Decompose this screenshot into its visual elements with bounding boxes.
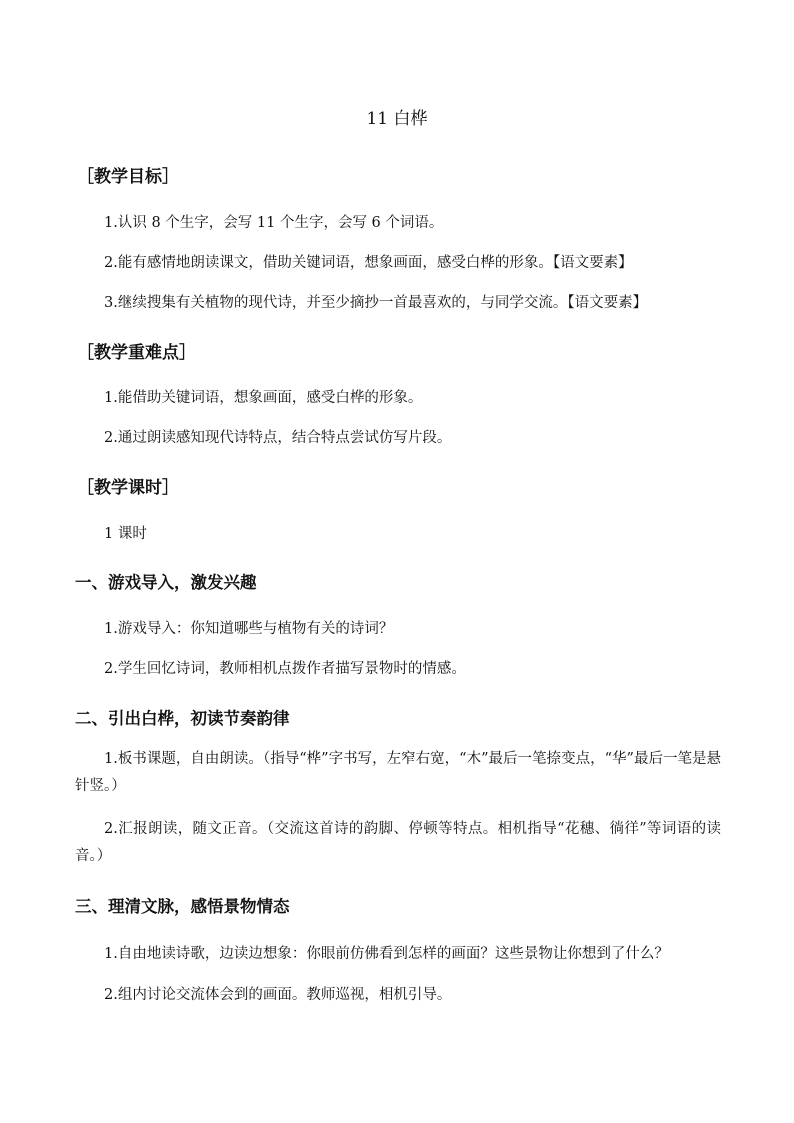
section-heading: 二、引出白桦，初读节奏韵律 [75, 709, 290, 728]
goals-heading: ［教学目标］ [77, 167, 179, 187]
keypoint-item: 2.通过朗读感知现代诗特点，结合特点尝试仿写片段。 [104, 430, 452, 446]
hours-heading: ［教学课时］ [77, 478, 179, 498]
goal-item: 3.继续搜集有关植物的现代诗，并至少摘抄一首最喜欢的，与同学交流。【语文要素】 [104, 295, 648, 311]
hours-text: 1 课时 [104, 526, 147, 542]
section-item: 2.汇报朗读，随文正音。（交流这首诗的韵脚、停顿等特点。相机指导“花穗、徜徉”等词语的读音。） [75, 821, 721, 864]
section-item: 1.板书课题，自由朗读。（指导“桦”字书写，左窄右宽，“木”最后一笔捺变点，“华”最后一笔是悬针竖。） [75, 751, 721, 794]
keypoint-item: 1.能借助关键词语，想象画面，感受白桦的形象。 [104, 390, 423, 406]
keypoints-heading: ［教学重难点］ [77, 343, 196, 363]
goal-item: 2.能有感情地朗读课文，借助关键词语，想象画面，感受白桦的形象。【语文要素】 [104, 255, 633, 271]
section-heading: 三、理清文脉，感悟景物情态 [75, 897, 290, 916]
goal-item: 1.认识 8 个生字，会写 11 个生字，会写 6 个词语。 [104, 215, 444, 231]
section-item: 1.自由地读诗歌，边读边想象：你眼前仿佛看到怎样的画面？这些景物让你想到了什么？ [104, 946, 669, 962]
section-heading: 一、游戏导入，激发兴趣 [75, 573, 257, 592]
page-title: 11 白桦 [366, 109, 428, 129]
section-item: 2.组内讨论交流体会到的画面。教师巡视，相机引导。 [104, 987, 452, 1003]
section-item: 1.游戏导入：你知道哪些与植物有关的诗词？ [104, 621, 394, 637]
section-item: 2.学生回忆诗词，教师相机点拨作者描写景物时的情感。 [104, 661, 466, 677]
